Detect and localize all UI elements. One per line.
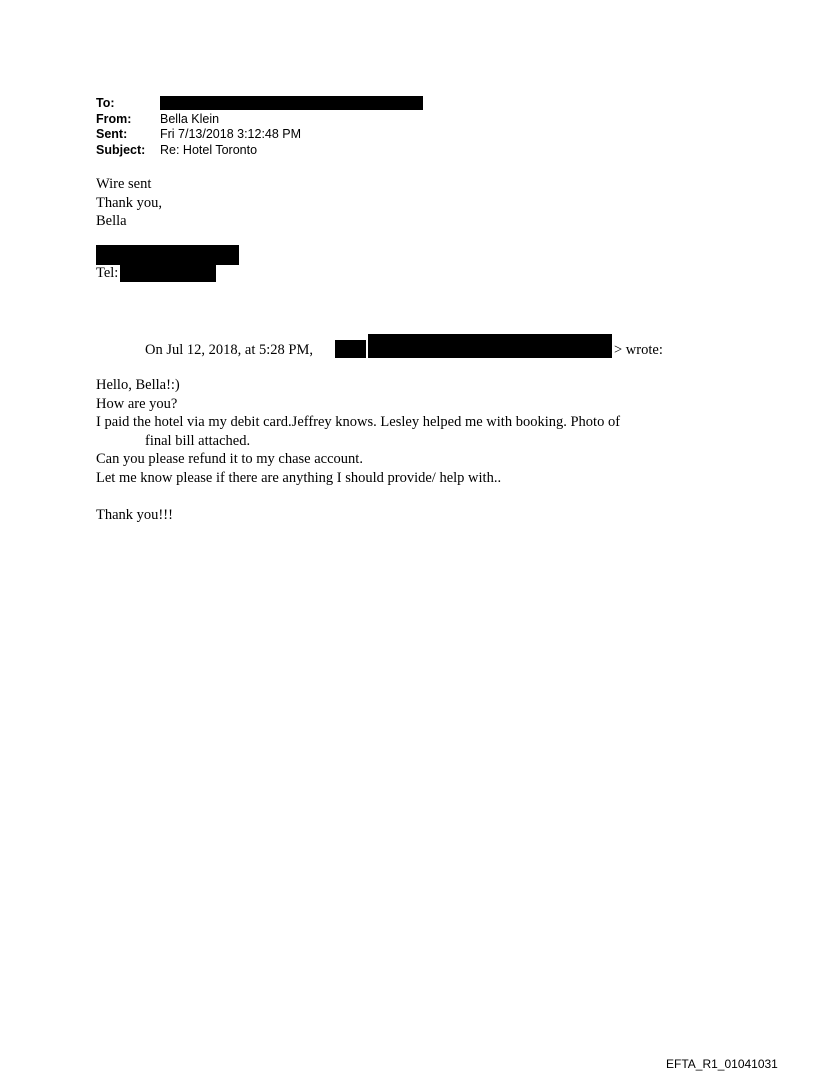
quoted-line: Let me know please if there are anything I should provide/ help with.. — [96, 469, 502, 486]
to-label: To: — [96, 96, 115, 110]
sent-label: Sent: — [96, 127, 128, 141]
quote-attribution-prefix: On Jul 12, 2018, at 5:28 PM, — [145, 342, 313, 358]
sent-value: Fri 7/13/2018 3:12:48 PM — [160, 127, 302, 141]
quote-attribution — [145, 341, 313, 360]
quoted-line-continuation: final bill attached. — [145, 432, 251, 449]
reply-signature-name: Bella — [96, 213, 127, 229]
quoted-line: Can you please refund it to my chase account. — [96, 451, 363, 467]
from-value: Bella Klein — [160, 111, 220, 126]
redaction-sender-name — [335, 340, 366, 358]
tel-label: Tel: — [96, 265, 119, 281]
subject-label: Subject: — [96, 142, 146, 157]
redaction-signature-block — [96, 245, 239, 265]
quoted-blank-line — [96, 487, 620, 506]
quote-attribution-end — [614, 341, 663, 360]
subject-value: Re: Hotel Toronto — [160, 142, 258, 157]
signature-tel-line — [96, 264, 118, 283]
reply-line: Thank you, — [96, 194, 163, 211]
redaction-phone-number — [120, 264, 216, 282]
redaction-to-recipient — [160, 96, 423, 110]
quoted-line: I paid the hotel via my debit card.Jeffrey knows. Lesley helped me with booking. Photo of — [96, 414, 621, 430]
from-label: From: — [96, 111, 132, 126]
quoted-line: Hello, Bella!:) — [96, 377, 180, 393]
quoted-line: How are you? — [96, 395, 178, 412]
reply-line: Wire sent — [96, 176, 152, 192]
document-id: EFTA_R1_01041031 — [666, 1057, 778, 1071]
reply-body — [96, 175, 162, 231]
redaction-sender-email — [368, 334, 612, 358]
quote-attribution-suffix: > wrote: — [614, 342, 663, 358]
quoted-message — [96, 376, 620, 524]
quoted-closing: Thank you!!! — [96, 506, 173, 523]
